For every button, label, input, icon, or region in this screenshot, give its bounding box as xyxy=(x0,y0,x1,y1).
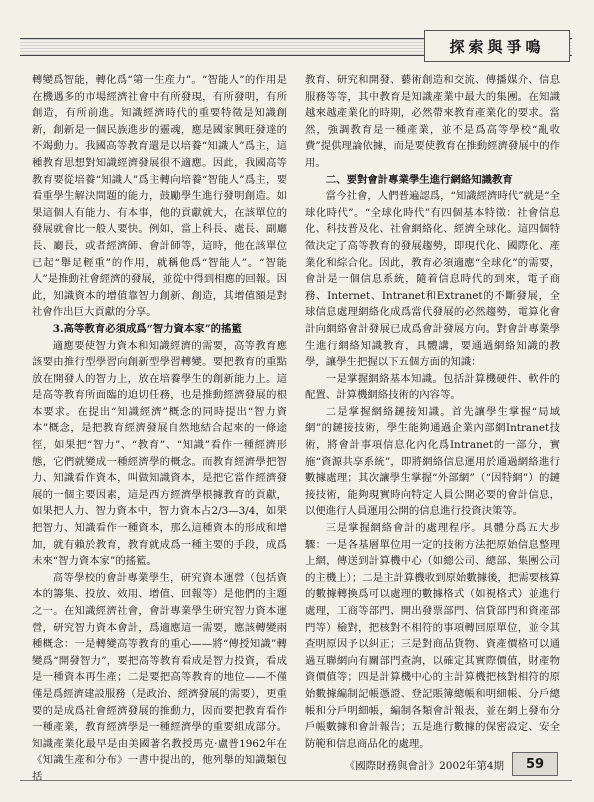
journal-citation: 《國際財務與會計》2002年第4期 xyxy=(344,760,504,772)
paragraph: 教育、研究和開發、藝術創造和交流、傳播媒介、信息服務等等，其中教育是知識產業中最大的集團。在知識越來越產業化的時期，必然帶來教育產業化的要求。當然，強調教育是一種產業，並不是爲高等學校“亂收費”提供理論依據，而是要使教育在推動經濟發展中的作用。 xyxy=(305,74,560,169)
paragraph: 一是掌握網絡基本知識。包括計算機硬件、軟件的配置、計算機網絡技術的內容等。 xyxy=(305,372,560,402)
right-column xyxy=(305,72,560,750)
paragraph: 二是掌握網絡鏈接知識。首先讓學生掌握“局域網”的鏈接技術，學生能夠通過企業內部網Intranet技術，將會計事項信息化內化爲Intranet的一部分，實施“資源共享系統”，即將網絡信息運用於通過網絡進行數據處理；其次讓學生掌握“外部網”（“因特網”）的鏈接技術，能夠現實時向特定人員公開必要的會計信息，以便進行人員運用公開的信息進行投資決策等。 xyxy=(305,405,560,518)
section-label: 探索與爭鳴 xyxy=(424,30,570,62)
paragraph: 轉變爲智能，轉化爲“第一生産力”。“智能人”的作用是在機遇多的市場經濟社會中有所發現，有所發明，有所創造，有所前進。知識經濟時代的重要特徵是知識創新，創新是一個民族進步的靈魂，應是國家興旺發達的不竭動力。我國高等教育還是以培養“知識人”爲主，這種教育思想對知識經濟發展很不適應。因此，我國高等教育要從培養“知識人”爲主轉向培養“智能人”爲主，要看重學生解決問題的能力，鼓勵學生進行發明創造。如果這個人有能力、有本事，他的貢獻就大，在該單位的發展就會比一般人要快。例如，當上科長、處長、副廳長、廳長，或者經濟師、會計師等，這時，他在該單位已起“舉足輕重”的作用，就稱他爲“智能人”。“智能人”是推動社會經濟的發展，並從中得到相應的回報。因此，知識資本的增值靠智力創新、創造，其增值額是對社會作出巨大貢獻的分享。 xyxy=(32,74,287,319)
paragraph: 高等學校的會計專業學生，研究資本運營（包括資本的籌集、投放、效用、增值、回報等）是他們的主題之一。在知識經濟社會，會計專業學生研究智力資本運營，研究智力資本會計，爲適應這一需要，應該轉變兩種概念：一是轉變高等教育的重心——將“傳授知識”轉變爲“開發智力”，要把高等教育看成是智力投資，看成是一種資本再生產；二是要把高等教育的地位——不僅僅是爲經濟建設服務（是政治、經濟發展的需要），更重要的是成爲社會經濟發展的推動力，因而要把教育看作一種產業，教育經濟學是一種經濟學的重要組成部分。知識產業化最早是由美國著名教授馬克·盧普1962年在《知識生產和分布》一書中提出的，他列舉的知識類包括 xyxy=(32,571,287,783)
section-heading: 3.高等教育必須成爲“智力資本家”的搖籃 xyxy=(52,322,242,335)
paragraph: 當今社會，人們普遍認爲，“知識經濟時代”就是“全球化時代”。“全球化時代”有四個基本特徵：社會信息化、科技普及化、社會網絡化、經濟全球化。這四個特徵決定了高等教育的發展趨勢，即現代化、國際化、產業化和綜合化。因此，教育必須適應“全球化”的需要，會計是一個信息系統，隨着信息時代的到來，電子商務、Internet、Intranet和Extranet的不斷發展，全球信息處理網絡化成爲當代發展的必然趨勢，電算化會計向網絡會計發展已成爲會計發展方向。對會計專業學生進行網絡知識教育，具體講，要通過網絡知識的教學，讓學生把握以下五個方面的知識： xyxy=(305,190,560,369)
paragraph: 適應要使智力資本和知識經濟的需要，高等教育應該要由推行型學習向創新型學習轉變。要把教育的重點放在開發人的智力上，放在培養學生的創新能力上。這是高等教育所面臨的迫切任務，也是推動經濟發展的根本要求。在提出“知識經濟”概念的同時提出“智力資本”概念，是把教育經濟發展自然地結合起來的一條途徑，如果把“智力”、“教育”、“知識”看作一種經濟形態，它們就變成一種經濟學的概念。而教育經濟學把智力、知識看作資本，叫做知識資本，是把它當作經濟發展的一個主要因素，這是西方經濟學根據教育的貢獻，如果把人力、智力資本中，智力資本占2/3—3/4，如果把智力、知識看作一種資本，那么這種資本的形成和增加，就有賴於教育，教育就成爲一種主要的手段，成爲未來“智力資本家”的搖籃。 xyxy=(32,339,287,568)
paragraph: 三是掌握網絡會計的處理程序。具體分爲五大步驟：一是各基層單位用一定的技術方法把原始信息整理上網，傳送到計算機中心（如總公司、總部、集團公司的主機上）；二是主計算機收到原始數據後，把需要核算的數據轉換爲可以處理的數據格式（如視格式）並進行處理，工商等部門、開出發票部門、信貸部門和資產部門等）檢對，把核對不相符的事項轉回原單位，並令其查明原因予以糾正；三是對商品貨物、資產價格可以通過互聯網向有關部門查詢，以確定其實際價值，財產物資價值等；四是計算機中心的主計算機把核對相符的原始數據編制記帳憑證、登記賬簿總帳和明細帳、分戶總帳和分戶明細帳，編制各類會計報表，並在網上發布分戶帳數據和會計報告；五是進行數據的保密設定、安全防範和信息商品化的處理。 xyxy=(305,522,560,750)
footer xyxy=(0,752,594,772)
footer-rule xyxy=(20,780,572,781)
page-number: 59 xyxy=(512,752,558,776)
section-heading: 二、要對會計專業學生進行網絡知識教育 xyxy=(325,173,513,186)
left-column xyxy=(32,72,287,783)
